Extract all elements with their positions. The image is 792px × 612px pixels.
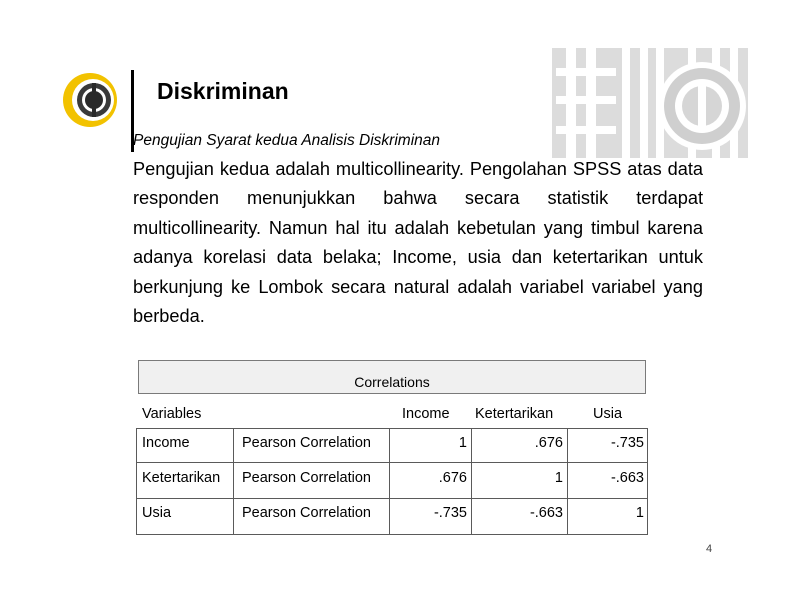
grid-line xyxy=(136,498,648,499)
row-variable: Ketertarikan xyxy=(142,470,221,486)
grid-line xyxy=(136,428,137,535)
variables-header: Variables xyxy=(142,406,202,422)
table-cell: -.663 xyxy=(529,505,563,521)
university-logo-icon xyxy=(60,70,120,130)
table-cell: -.735 xyxy=(433,505,467,521)
table-cell: -.663 xyxy=(610,470,644,486)
body-paragraph: Pengujian kedua adalah multicollinearity. Pengolahan SPSS atas data responden menunjukkan bahwa secara statistik terdapat multicollinearity. Namun hal itu adalah kebetulan yang timbul karena adanya korelasi data belaka; Income, usia dan ketertarikan untuk berkunjung ke Lombok secara natural adalah variabel variabel yang berbeda. xyxy=(133,159,703,327)
table-cell: -.735 xyxy=(610,435,644,451)
table-cell: 1 xyxy=(554,470,563,486)
table-caption: Correlations xyxy=(354,374,430,390)
grid-line xyxy=(647,428,648,535)
page-title: Diskriminan xyxy=(157,78,289,104)
grid-line xyxy=(233,428,234,535)
row-stat: Pearson Correlation xyxy=(242,505,371,521)
column-header-usia: Usia xyxy=(593,406,623,422)
table-caption-box xyxy=(138,360,646,394)
row-stat: Pearson Correlation xyxy=(242,435,371,451)
decorative-seal-pattern xyxy=(552,48,748,158)
correlations-table xyxy=(136,358,648,536)
table-cell: 1 xyxy=(635,505,644,521)
table-cell: .676 xyxy=(438,470,467,486)
grid-line xyxy=(136,462,648,463)
column-header-income: Income xyxy=(402,406,450,422)
row-variable: Usia xyxy=(142,505,172,521)
table-cell: .676 xyxy=(534,435,563,451)
grid-line xyxy=(136,428,648,429)
row-stat: Pearson Correlation xyxy=(242,470,371,486)
page-number: 4 xyxy=(706,543,713,555)
column-header-ketertarikan: Ketertarikan xyxy=(475,406,554,422)
row-variable: Income xyxy=(142,435,190,451)
section-subtitle: Pengujian Syarat kedua Analisis Diskriminan xyxy=(133,132,440,149)
table-cell: 1 xyxy=(458,435,467,451)
grid-line xyxy=(136,534,648,535)
